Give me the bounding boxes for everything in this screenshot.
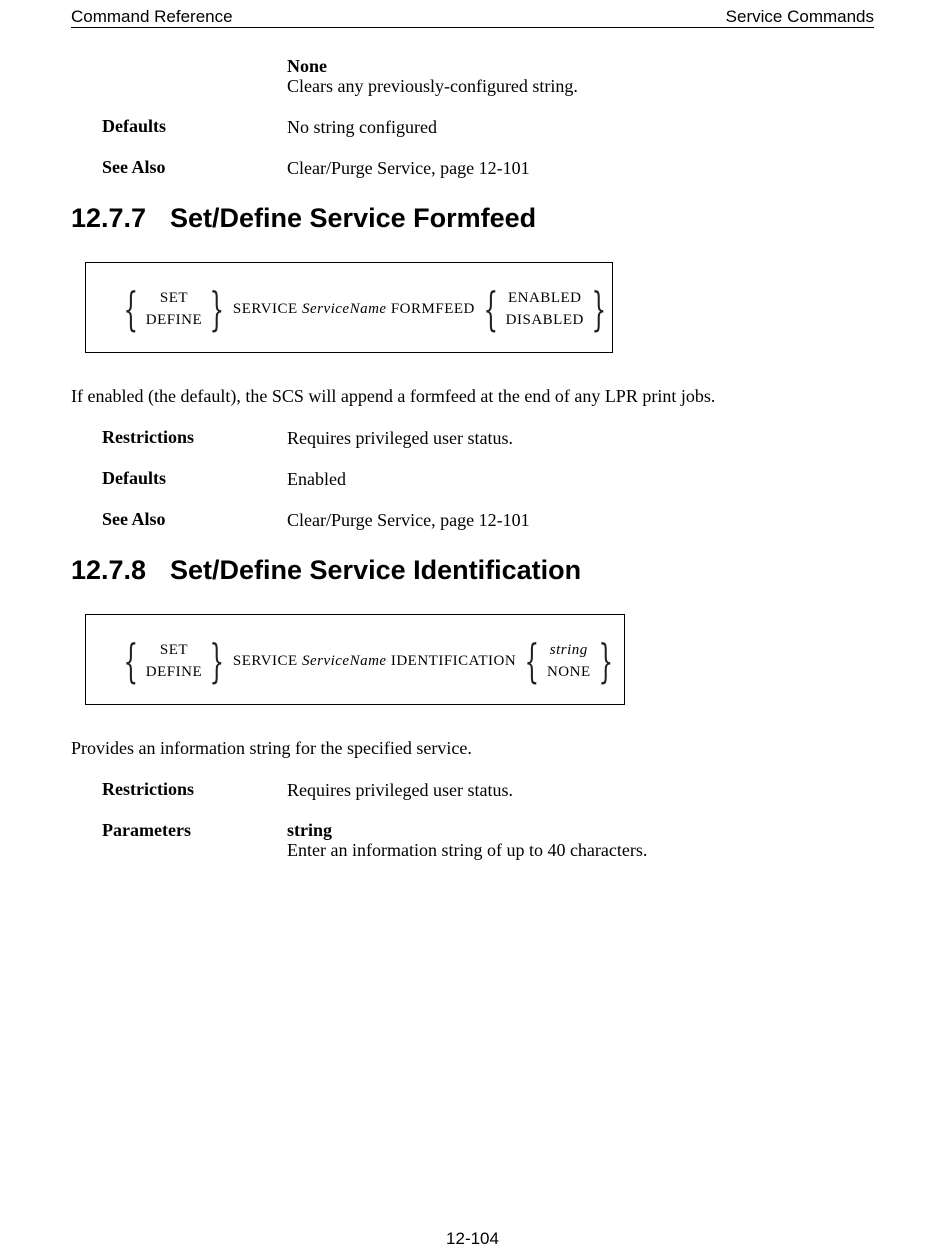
syntax-line [116, 282, 614, 336]
var-servicename: ServiceName [301, 300, 387, 317]
restrictions-label: Restrictions [102, 779, 194, 799]
right-brace: } [591, 282, 607, 336]
option-define: DEFINE [145, 312, 203, 328]
option-none: NONE [546, 664, 591, 680]
running-header-right: Service Commands [725, 7, 874, 26]
section-number: 12.7.7 [71, 203, 147, 233]
section-title: Set/Define Service Identification [170, 555, 582, 585]
option-set: SET [159, 290, 189, 306]
defaults-label: Defaults [102, 468, 166, 488]
restrictions-value: Requires privileged user status. [287, 780, 513, 800]
param-name: None [287, 56, 327, 76]
var-servicename: ServiceName [301, 652, 387, 669]
defaults-value: Enabled [287, 469, 346, 489]
value-options [506, 287, 584, 331]
see-also-value: Clear/Purge Service, page 12-101 [287, 510, 530, 530]
param-description: Enter an information string of up to 40 characters. [287, 840, 648, 860]
page-number: 12-104 [446, 1229, 499, 1248]
syntax-box-identification [85, 614, 625, 705]
identification-description: Provides an information string for the specified service. [71, 738, 472, 758]
restrictions-value: Requires privileged user status. [287, 428, 513, 448]
option-enabled: ENABLED [507, 290, 582, 306]
syntax-line [116, 634, 620, 688]
keyword-service: SERVICE [232, 652, 302, 669]
defaults-value: No string configured [287, 117, 437, 137]
command-options [146, 287, 202, 331]
command-options [146, 639, 202, 683]
see-also-value: Clear/Purge Service, page 12-101 [287, 158, 530, 178]
defaults-label: Defaults [102, 116, 166, 136]
section-number: 12.7.8 [71, 555, 147, 585]
keyword-identification: IDENTIFICATION [386, 652, 517, 669]
param-description: Clears any previously-configured string. [287, 76, 578, 96]
section-heading-identification [71, 555, 581, 586]
value-options [547, 639, 591, 683]
formfeed-description: If enabled (the default), the SCS will append a formfeed at the end of any LPR print jobs. [71, 386, 716, 406]
param-string-entry [287, 820, 647, 860]
syntax-middle [232, 653, 517, 670]
option-disabled: DISABLED [505, 312, 584, 328]
param-none-entry [287, 56, 578, 96]
section-heading-formfeed [71, 203, 536, 234]
syntax-middle [232, 301, 476, 318]
right-brace: } [209, 282, 225, 336]
left-brace: { [123, 634, 139, 688]
restrictions-label: Restrictions [102, 427, 194, 447]
left-brace: { [123, 282, 139, 336]
keyword-service: SERVICE [232, 300, 302, 317]
header-rule [71, 27, 874, 28]
see-also-label: See Also [102, 509, 166, 529]
option-set: SET [159, 642, 189, 658]
keyword-formfeed: FORMFEED [386, 300, 475, 317]
see-also-label: See Also [102, 157, 166, 177]
left-brace: { [524, 634, 540, 688]
running-header-left: Command Reference [71, 7, 233, 26]
param-name: string [287, 820, 332, 840]
option-string: string [549, 642, 588, 658]
right-brace: } [598, 634, 613, 688]
section-title: Set/Define Service Formfeed [170, 203, 537, 233]
parameters-label: Parameters [102, 820, 191, 840]
left-brace: { [483, 282, 499, 336]
right-brace: } [209, 634, 225, 688]
syntax-box-formfeed [85, 262, 613, 353]
option-define: DEFINE [145, 664, 203, 680]
